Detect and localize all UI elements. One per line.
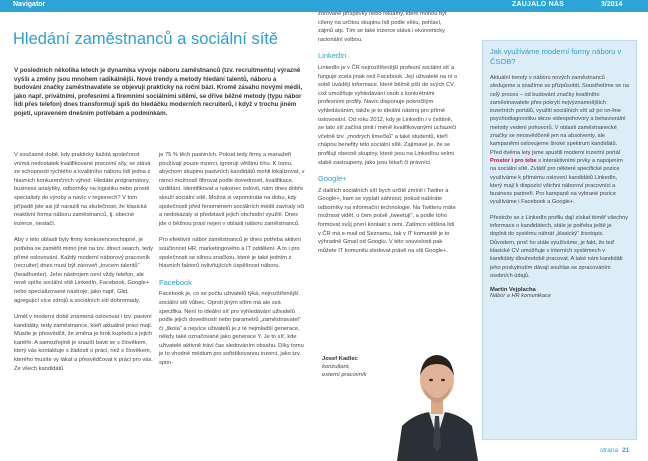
- sidebar-text: s interaktivními prvky a napojením na sociální sítě. Zvlášť pro některé specifické pozice využíváme k přímému oslovení kandidátů LinkedIn, který mají k dispozici všichni náboroví pracovníci a business partneři. Pro kampaně na vybrané pozice využíváme i Facebook a Google+.: [490, 157, 623, 206]
- googleplus-heading: Google+: [318, 174, 347, 184]
- author-name: Josef Kadlec: [322, 356, 358, 362]
- column-three: [318, 10, 458, 263]
- facebook-heading: Facebook: [159, 277, 192, 287]
- sidebar-question: Jak využíváme moderní formy náboru v ČSOB?: [490, 47, 622, 66]
- sidebar-author-role: Nábor a HR komunikace: [490, 293, 551, 300]
- article-lead: V posledních několika letech je dynamika vývoje náboru zaměstnanců (tzv. recruitmentu) výrazně vyšší a změny jsou mnohem radikálnější. Nové trendy a metody hledání talentů, náboru a budování značky zaměstnavatele se objevují prakticky na roční bázi. Kromě zásahu novými médii, jako např. privátními, profesními a firemními sociálními sítěmi, se dříve běžné metody (typu nábor lidí přes telefon) dnes transformují spíš do hledáčku moderních recruiterů, i když v trochu jiném pojetí, upraveném dnešním potřebám a podmínkám.: [14, 67, 303, 117]
- googleplus-text: Z dalších sociálních sítí bych určitě zmínil i Twitter a Google+, kam se vyplatí sáhnout, pokud nabíráte odborníky na informační technologie. Na Twitteru máte možnost vidět, o čem právě „tweetují“, a podle toho formovat svůj první kontakt s nimi. Zatímco většina lidí v ČR má e-mail od Seznamu, tak v IT komunitě je to výhradně Gmail od Googlu. V této souvislosti pak můžete IT komunitu sledovat právě na síti Google+.: [318, 187, 456, 254]
- sidebar-text: Aktuální trendy v náboru nových zaměstnanců sledujeme a snažíme se přizpůsobit. Soustředíme se na celý proces – od budování značky kvalitního zaměstnavatele přes pokrytí nejvýznamnějších inzertních portálů, využití sociálních sítí až po on-line psychodiagnostiku skrze videopohovory a behaviorální metody vedení pohovorů. V oblasti zaměstnanecké značky se neosvědčeně jen na absolventy, ale kampaněmi oslovujeme široké spektrum kandidátů. Před dvěma lety jsme spustili moderní inzertní portál: [490, 75, 629, 156]
- brand-label: ZAUJALO NÁS: [512, 1, 564, 8]
- linkedin-text: LinkedIn je v ČR nejrozšířenější profesní sociální síť a funguje zcela jinak než Facebook. Její uživatelé na ní o sobě uvádějí informace, které běžně píší do svých CV, což umožňuje vyhledávání osob s konkrétními profesními profily. Navíc disponuje pokročilým vyhledáváním, takže je to ideální nástroj pro přímé oslovování. Od roku 2012, kdy je LinkedIn i v češtině, se tato síť začíná plnit i méně kvalifikovanými uchazeči včetně tzv. „modrých límečků“ a také studentů, kteří chápou benefity této sociální sítě. Zajímavé je, že se profilují obecně skupiny, které jsou na LinkedInu velmi slabě zastoupeny, jako jsou lékaři či právníci.: [318, 64, 458, 166]
- author-role: konzultant,: [322, 364, 351, 370]
- column-one: [14, 151, 155, 381]
- paragraph: Umět v moderní době znamená oslovovat i tzv. pasivní kandidáty, tedy zaměstnance, kteří aktuálně práci mají. Musíte je přesvědčit, že změna je krok kupředu a jejich kariéře. A samozřejmě je snazší bavit se s člověkem, který vás kontaktuje s žádostí o práci, než s člověkem, kterého musíte vy lákat a přesvědčovat k práci pro vás. Ze všech kandidátů: [14, 314, 153, 372]
- column-two: [159, 151, 305, 376]
- author-role: externí pracovník: [322, 372, 367, 378]
- page-footer: [600, 447, 629, 454]
- paragraph: V současné době, kdy prakticky každá společnost vnímá nedostatek kvalifikované pracovní síly, se stává ze schopnosti rychlého a kvalitního náboru lidí jedna z hlavních konkurenčních výhod. Hledáte programátory, business analytiky, odborníky na logistiku nebo prostě specialisty do výroby a navíc v regionech? V tom případě jste asi již narazili na skutečnost, že klasická reaktivní forma náboru zaměstnanců, tj. obecné inzerce, nestačí.: [14, 152, 151, 227]
- sidebar-paragraph: [490, 74, 629, 207]
- author-photo: [392, 318, 482, 461]
- facebook-text: Facebook je, co se počtu uživatelů týká, nejrozšířenější sociální sítí vůbec. Oproti jiným sítím má ale svá specifika. Není to ideální síť pro vyhledávání uživatelů podle jejich dovedností nebo parametrů „zaměstnavatel“ či „škola“ a nejvíce uživatelů je z té nejmladší generace, někdy také označované jako generace Y. Je to síť, kde uživatelé aktivně tráví čas sledováním obsahu. Díky tomu je to vhodné médium pro sofistikovanou inzerci, jako tzv. spon-: [159, 291, 304, 367]
- paragraph: zorované příspěvky nebo reklamy, které mohou být cíleny na určitou skupinu lidí podle věku, pohlaví, zájmů atp. Tím se také inzerce stává i ekonomicky racionální volbou.: [318, 11, 447, 43]
- portal-highlight: Prostor i pro tebe: [490, 157, 537, 164]
- sidebar-box: [482, 40, 637, 440]
- sidebar-author: Martin Vejplacha: [490, 287, 536, 294]
- paragraph: Aby v této oblasti byly firmy konkurenceschopné, je potřeba se zaměřit mimo jiné na tzv. direct search, tedy přímé oslovování. Každý moderní náborový pracovník (recruiter) dnes musí být zároveň „lovcem talentů“ (headhunter). Jeho nástrojem není vždy telefon, ale nově spíše sociální sítě LinkedIn, Facebook, Google+ nebo specializované nástroje, jako např. Glid, agregující více zdrojů a sociálních sítí dohromady.: [14, 237, 153, 304]
- page-number: 21: [622, 447, 630, 454]
- linkedin-heading: LinkedIn: [318, 51, 347, 61]
- paragraph: je 75 % těch pasivních. Pokud tedy firmy a manažeři používají pouze inzerci, ignorují většinu trhu. K tomu, abychom skupinu pasivních kandidátů mohli lokalizovat, v rámci možností filtrovat podle dovedností, kvalifikace, vzdělání, identifikovat a nakonec oslovit, nám dnes dobře slouží sociální sítě. Možná si vzpomínáte na dobu, kdy společnosti před fenoménem sociálních médií zavíraly oči a nedokázaly si představit jejich obchodní využití. Dnes jde o běžnou praxi nejen v oblasti náboru zaměstnanců.: [159, 152, 305, 227]
- footer-label: strana: [600, 447, 619, 454]
- article-title: Hledání zaměstnanců a sociální sítě: [13, 30, 279, 48]
- paragraph: Pro efektivní nábor zaměstnanců je dnes potřeba aktivní součinnost HR, marketingového a IT oddělení. A to i pro společnosti se silnou značkou, které je také jedním z hlavních faktorů ovlivňujících úspěšnost náboru.: [159, 237, 301, 270]
- issue-number: 3/2014: [601, 1, 623, 8]
- sidebar-paragraph: Přestože se z LinkedIn profilu dají získat téměř všechny informace o kandidátech, stále je potřeba ještě je doplnit do systému náhrát „klasický“ životopis. Důvodem, proč ho stále využíváme, je fakt, že teď klasické CV umožňuje v interních systémech v kandidáty dlouhodobě pracovat. A také nám kandidáti jeho poskytnutím dávají souhlas se zpracováním osobních údajů.: [490, 214, 629, 279]
- section-label: Navigator: [13, 1, 46, 8]
